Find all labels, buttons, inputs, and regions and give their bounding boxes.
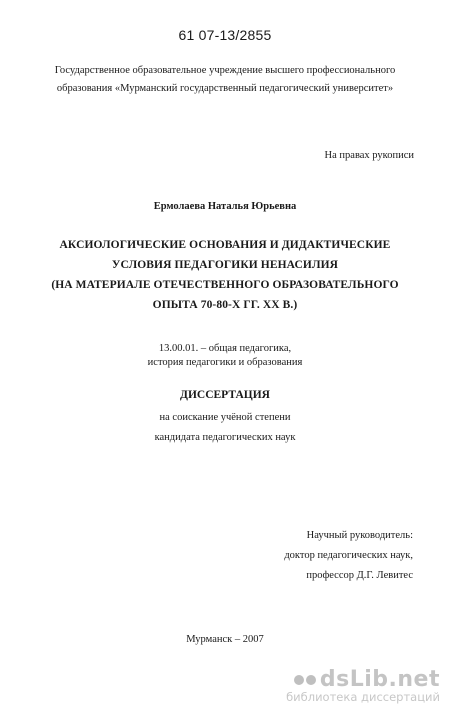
title-line-2: УСЛОВИЯ ПЕДАГОГИКИ НЕНАСИЛИЯ bbox=[111, 259, 339, 271]
specialty-line-1: 13.00.01. – общая педагогика, bbox=[158, 343, 292, 354]
place-year: Мурманск – 2007 bbox=[186, 634, 264, 645]
work-type: ДИССЕРТАЦИЯ bbox=[180, 389, 270, 401]
title-line-1: АКСИОЛОГИЧЕСКИЕ ОСНОВАНИЯ И ДИДАКТИЧЕСКИЕ bbox=[59, 239, 391, 251]
degree-line-1: на соискание учёной степени bbox=[159, 412, 291, 423]
dslib-watermark bbox=[286, 667, 440, 704]
dslib-logo-icon bbox=[294, 675, 316, 685]
supervisor-line-3: профессор Д.Г. Левитес bbox=[306, 570, 413, 581]
institution-line-1: Государственное образовательное учреждение высшего профессионального bbox=[54, 65, 396, 76]
institution-line-2: образования «Мурманский государственный педагогический университет» bbox=[56, 83, 394, 94]
degree-line-2: кандидата педагогических наук bbox=[154, 432, 296, 443]
watermark-subtitle: библиотека диссертаций bbox=[286, 690, 440, 704]
supervisor-line-1: Научный руководитель: bbox=[306, 530, 413, 541]
supervisor-line-2: доктор педагогических наук, bbox=[284, 550, 413, 561]
title-line-3: (НА МАТЕРИАЛЕ ОТЕЧЕСТВЕННОГО ОБРАЗОВАТЕЛЬНОГО bbox=[51, 279, 399, 291]
manuscript-note: На правах рукописи bbox=[324, 150, 414, 161]
reference-number: 61 07-13/2855 bbox=[178, 27, 272, 43]
author-name: Ермолаева Наталья Юрьевна bbox=[153, 201, 297, 212]
watermark-name: dsLib.net bbox=[319, 667, 440, 692]
title-line-4: ОПЫТА 70-80-Х ГГ. XX В.) bbox=[152, 299, 298, 311]
specialty-line-2: история педагогики и образования bbox=[147, 357, 303, 368]
